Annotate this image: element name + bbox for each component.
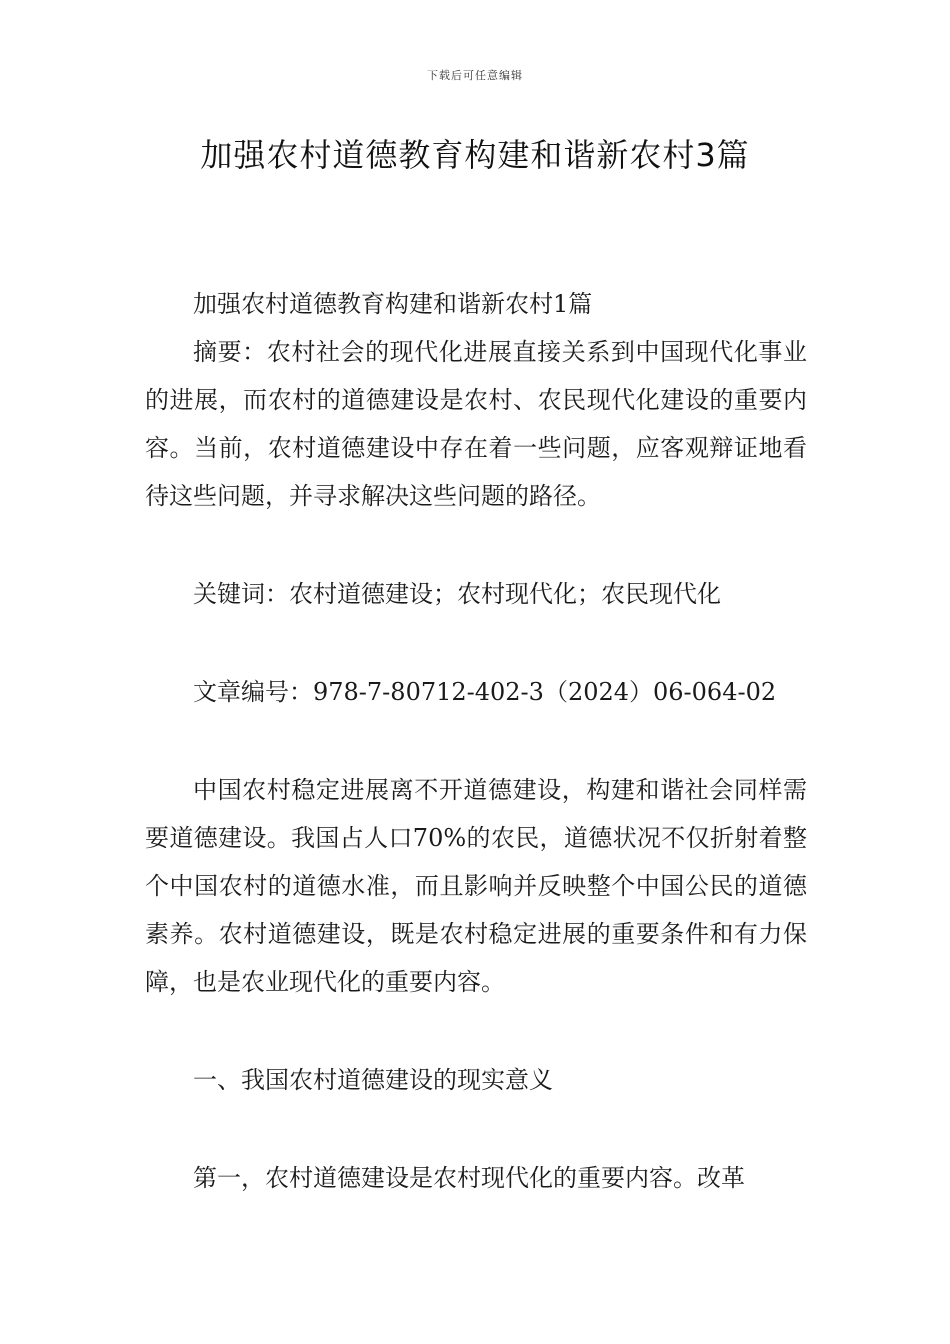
paragraph-spacer — [145, 1006, 807, 1056]
subtitle-paragraph: 加强农村道德教育构建和谐新农村1篇 — [193, 290, 593, 318]
intro-paragraph: 中国农村稳定进展离不开道德建设，构建和谐社会同样需要道德建设。我国占人口70%的农民，道德状况不仅折射着整个中国农村的道德水准，而且影响并反映整个中国公民的道德素养。农村道德建设，既是农村稳定进展的重要条件和有力保障，也是农业现代化的重要内容。 — [145, 776, 807, 996]
paragraph-spacer — [145, 1104, 807, 1154]
document-body — [145, 280, 807, 1202]
keywords-paragraph: 关键词：农村道德建设；农村现代化；农民现代化 — [193, 580, 721, 608]
first-point-paragraph: 第一，农村道德建设是农村现代化的重要内容。改革 — [193, 1164, 745, 1192]
article-number-paragraph: 文章编号：978-7-80712-402-3（2024）06-064-02 — [193, 678, 777, 706]
paragraph-spacer — [145, 618, 807, 668]
section-heading: 一、我国农村道德建设的现实意义 — [193, 1066, 553, 1094]
paragraph-spacer — [145, 520, 807, 570]
document-title: 加强农村道德教育构建和谐新农村3篇 — [200, 136, 750, 174]
abstract-paragraph: 摘要：农村社会的现代化进展直接关系到中国现代化事业的进展，而农村的道德建设是农村、农民现代化建设的重要内容。当前，农村道德建设中存在着一些问题，应客观辩证地看待这些问题，并寻求解决这些问题的路径。 — [145, 338, 807, 510]
paragraph-spacer — [145, 716, 807, 766]
header-note: 下载后可任意编辑 — [427, 69, 523, 82]
